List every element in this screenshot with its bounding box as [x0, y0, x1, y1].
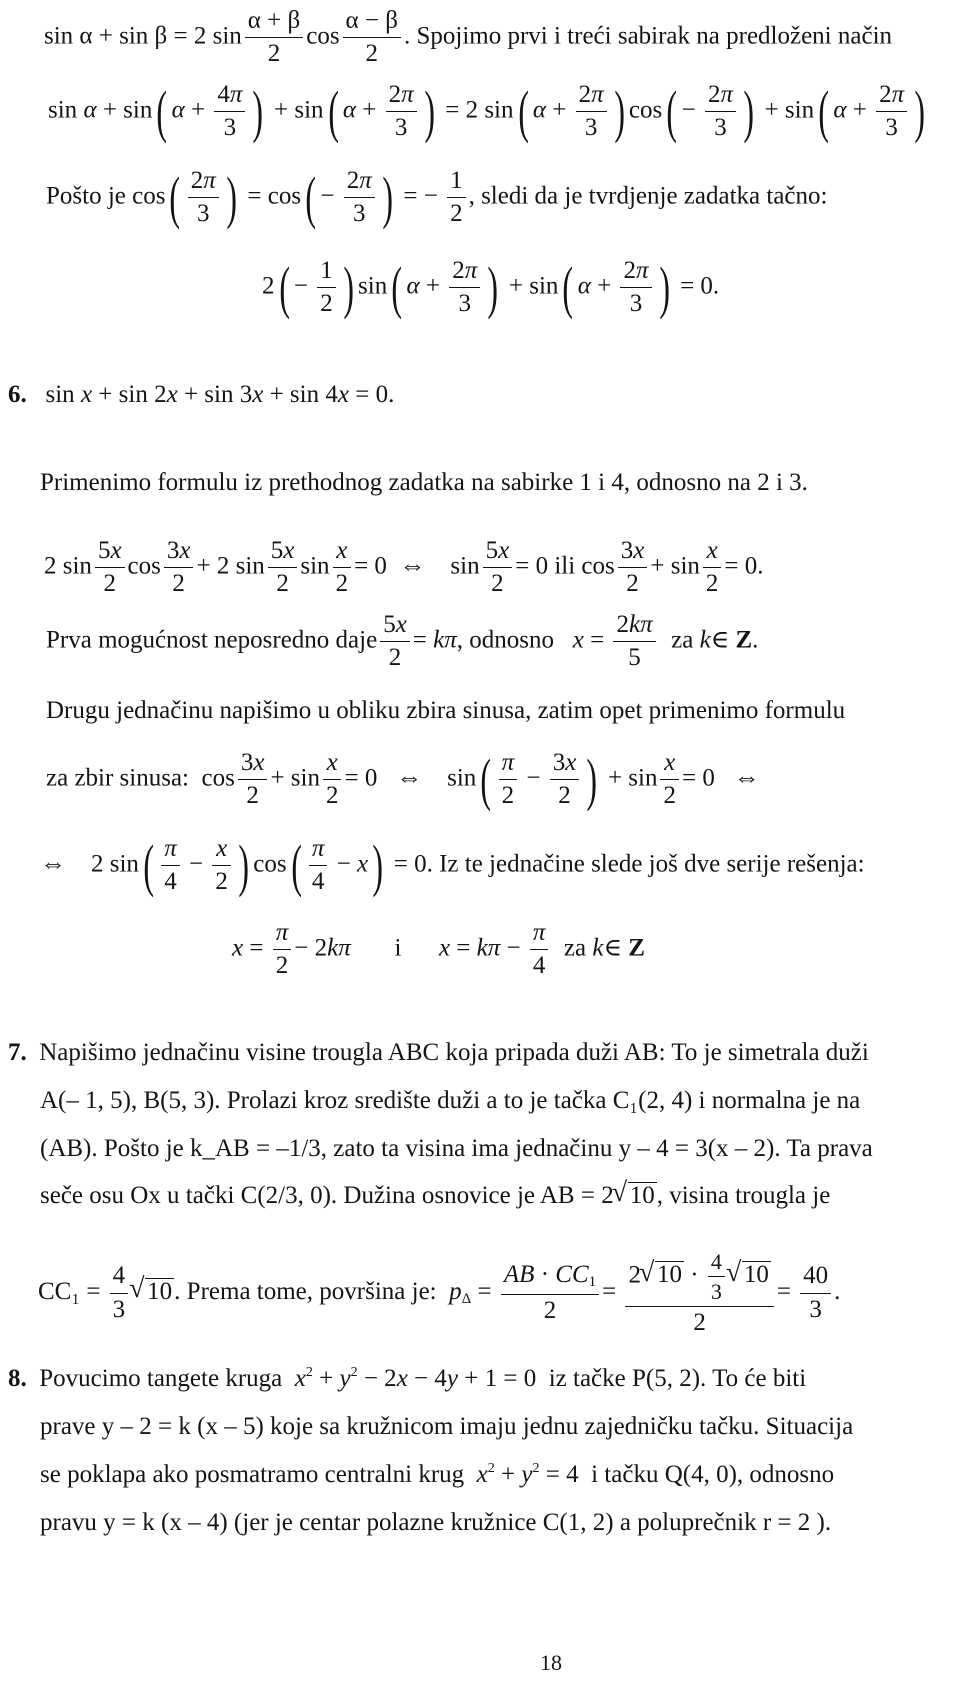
problem-8-line3: se poklapa ako posmatramo centralni krug $x^2 + y^2 = 4$ i tačku Q(4, 0), odnosno — [40, 1461, 835, 1488]
problem-7-line3: (AB). Pošto je k_AB = –1/3, zato ta visina ima jednačinu y – 4 = 3(x – 2). Ta prava — [40, 1135, 873, 1162]
line-cos-value: Pošto je cos( $\frac{2\pi}{3}$ ) = cos( − $\frac{2\pi}{3}$ ) = − $\frac{1}{2}$ , sledi da je tvrdjenje zadatka tačno: — [46, 164, 828, 230]
problem-6-eq2: za zbir sinusa: cos $\frac{3x}{2}$ + sin $\frac{x}{2}$ = 0 ⇔ sin( $\frac{\pi}{2}$ − $\frac{3x}{2}$ ) + sin $\frac{x}{2}$ = 0 ⇔ — [46, 746, 760, 812]
problem-8-line1: 8. Povucimo tangete kruga $x^2 + y^2 - 2x - 4y + 1 = 0$ iz tačke P(5, 2). To će biti — [8, 1365, 807, 1392]
line-expansion: sin α + sin( α + $\frac{4\pi}{3}$ ) + sin( α + $\frac{2\pi}{3}$ ) = 2 sin( α + $\frac{2\pi}{3}$ ) cos( − $\frac{2\pi}{3}$ ) + sin( α + $\frac{2\pi}{3}$ ) — [48, 78, 926, 144]
page-number: 18 — [540, 1650, 562, 1675]
problem-7-line4: seče osu Ox u tački C(2/3, 0). Dužina osnovice je AB = 2√ 10, visina trougla je — [40, 1182, 830, 1208]
problem-6-solutions: x = $\frac{\pi}{2}$ − 2kπ i x = kπ − $\frac{\pi}{4}$ za k∈ Z — [232, 919, 645, 980]
line-sum-formula: sin α + sin β = 2 sin $\frac{\alpha + \beta}{2}$ cos $\frac{\alpha - \beta}{2}$ . Spojimo prvi i treći sabirak na predloženi način — [44, 7, 893, 68]
problem-6-eq3: ⇔ 2 sin( $\frac{\pi}{4}$ − $\frac{x}{2}$ ) cos( $\frac{\pi}{4}$ − x) = 0. Iz te jednačine slede još dve serije rešenja: — [40, 832, 865, 898]
problem-7-line2: A(– 1, 5), B(5, 3). Prolazi kroz središte duži a to je tačka C₁(2, 4) i normalna je na — [40, 1087, 861, 1114]
problem-6-eq1: 2 sin $\frac{5x}{2}$ cos $\frac{3x}{2}$ + 2 sin $\frac{5x}{2}$ sin $\frac{x}{2}$ = 0 ⇔ sin $\frac{5x}{2}$ = 0 ili cos $\frac{3x}{2}$ + sin $\frac{x}{2}$ = 0. — [44, 537, 764, 598]
line-result-zero: 2( − $\frac{1}{2}$ ) sin( α + $\frac{2\pi}{3}$ ) + sin( α + $\frac{2\pi}{3}$ ) = 0. — [262, 254, 720, 320]
problem-6-text: Primenimo formulu iz prethodnog zadatka na sabirke 1 i 4, odnosno na 2 i 3. — [40, 469, 808, 496]
problem-8-line4: pravu y = k (x – 4) (jer je centar polazne kružnice C(1, 2) a poluprečnik r = 2 ). — [40, 1509, 832, 1536]
problem-7-line1: 7. Napišimo jednačinu visine trougla ABC koja pripada duži AB: To je simetrala duži — [8, 1039, 869, 1066]
problem-7-line5: CC₁ = $\frac{4}{3}$ √ 10. Prema tome, površina je: $p_\Delta$ = $\frac{AB \cdot CC_1}{2}$ = 2√ 10 · $\frac{4}{3}$ √ 10 2 = $\frac{40}{3}$ . — [38, 1250, 840, 1336]
problem-6-second-text: Drugu jednačinu napišimo u obliku zbira sinusa, zatim opet primenimo formulu — [46, 697, 846, 724]
problem-6-statement: 6. sin x + sin 2x + sin 3x + sin 4x = 0. — [8, 381, 395, 408]
problem-8-line2: prave y – 2 = k (x – 5) koje sa kružnicom imaju jednu zajedničku tačku. Situacija — [40, 1413, 854, 1440]
problem-6-first: Prva mogućnost neposredno daje $\frac{5x}{2}$ = kπ, odnosno x = $\frac{2k\pi}{5}$ za k∈ Z. — [46, 611, 759, 672]
